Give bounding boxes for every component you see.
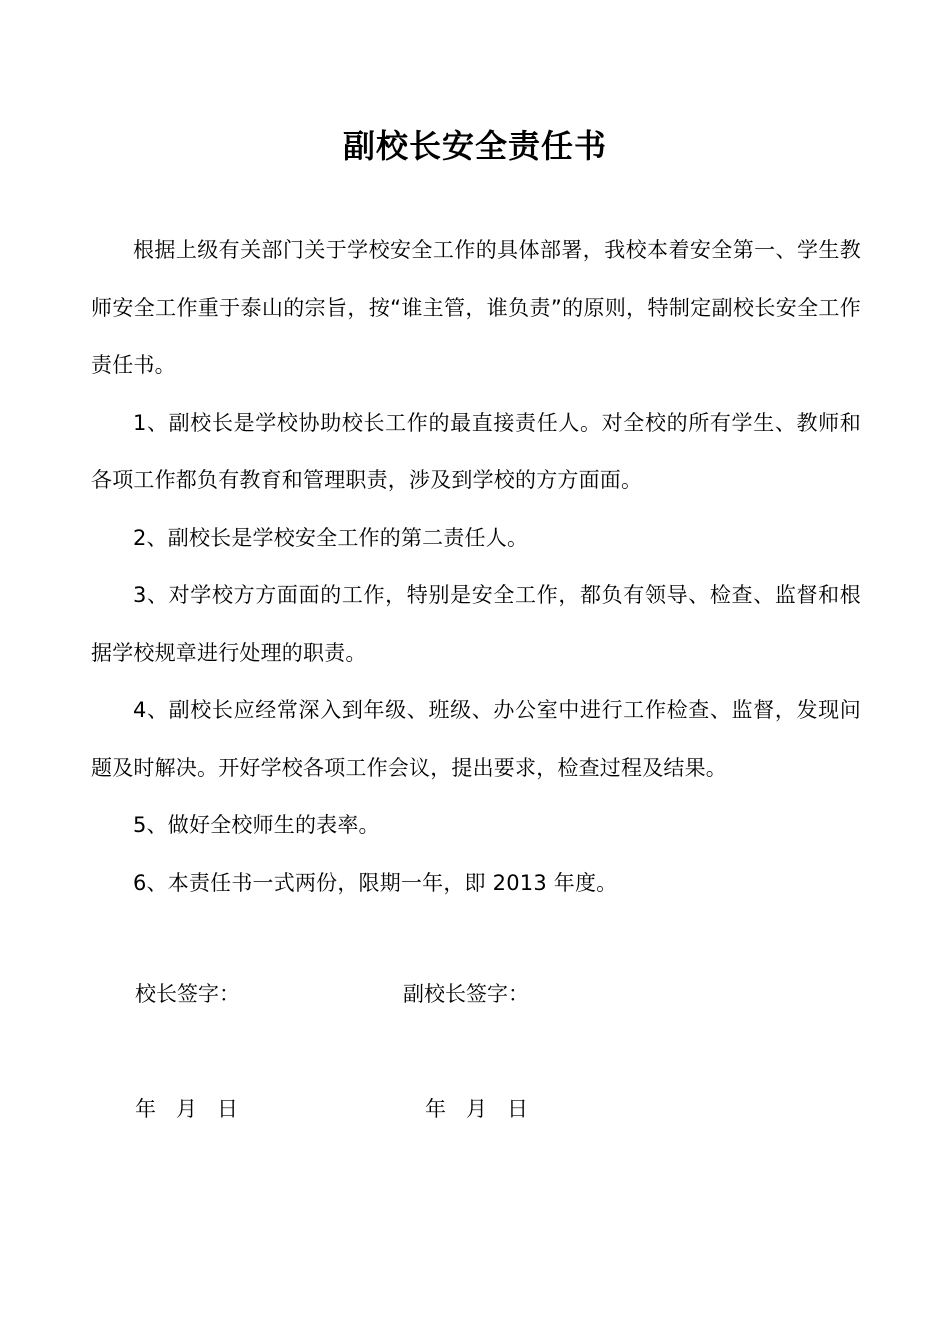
- vice-principal-signature-label: 副校长签字：: [403, 982, 529, 1006]
- date-row: [135, 1089, 835, 1129]
- vice-principal-date: 年 月 日: [425, 1097, 529, 1121]
- paragraph-item-4: 4、副校长应经常深入到年级、班级、办公室中进行工作检查、监督，发现问题及时解决。开好学校各项工作会议，提出要求，检查过程及结果。: [91, 698, 861, 780]
- paragraph-item-6: 6、本责任书一式两份，限期一年，即 2013 年度。: [133, 870, 618, 895]
- document-body: [91, 222, 861, 912]
- paragraph-item-2: 2、副校长是学校安全工作的第二责任人。: [133, 525, 529, 550]
- principal-date: 年 月 日: [135, 1097, 239, 1121]
- paragraph-item-1: 1、副校长是学校协助校长工作的最直接责任人。对全校的所有学生、教师和各项工作都负有教育和管理职责，涉及到学校的方方面面。: [91, 410, 861, 492]
- document-title: 副校长安全责任书: [342, 127, 607, 165]
- signature-row: [135, 974, 835, 1014]
- paragraph-item-3: 3、对学校方方面面的工作，特别是安全工作，都负有领导、检查、监督和根据学校规章进行处理的职责。: [91, 583, 861, 665]
- paragraph-intro: 根据上级有关部门关于学校安全工作的具体部署，我校本着安全第一、学生教师安全工作重于泰山的宗旨，按“谁主管，谁负责”的原则，特制定副校长安全工作责任书。: [91, 238, 861, 377]
- principal-signature-label: 校长签字：: [135, 982, 240, 1006]
- paragraph-item-5: 5、做好全校师生的表率。: [133, 813, 380, 837]
